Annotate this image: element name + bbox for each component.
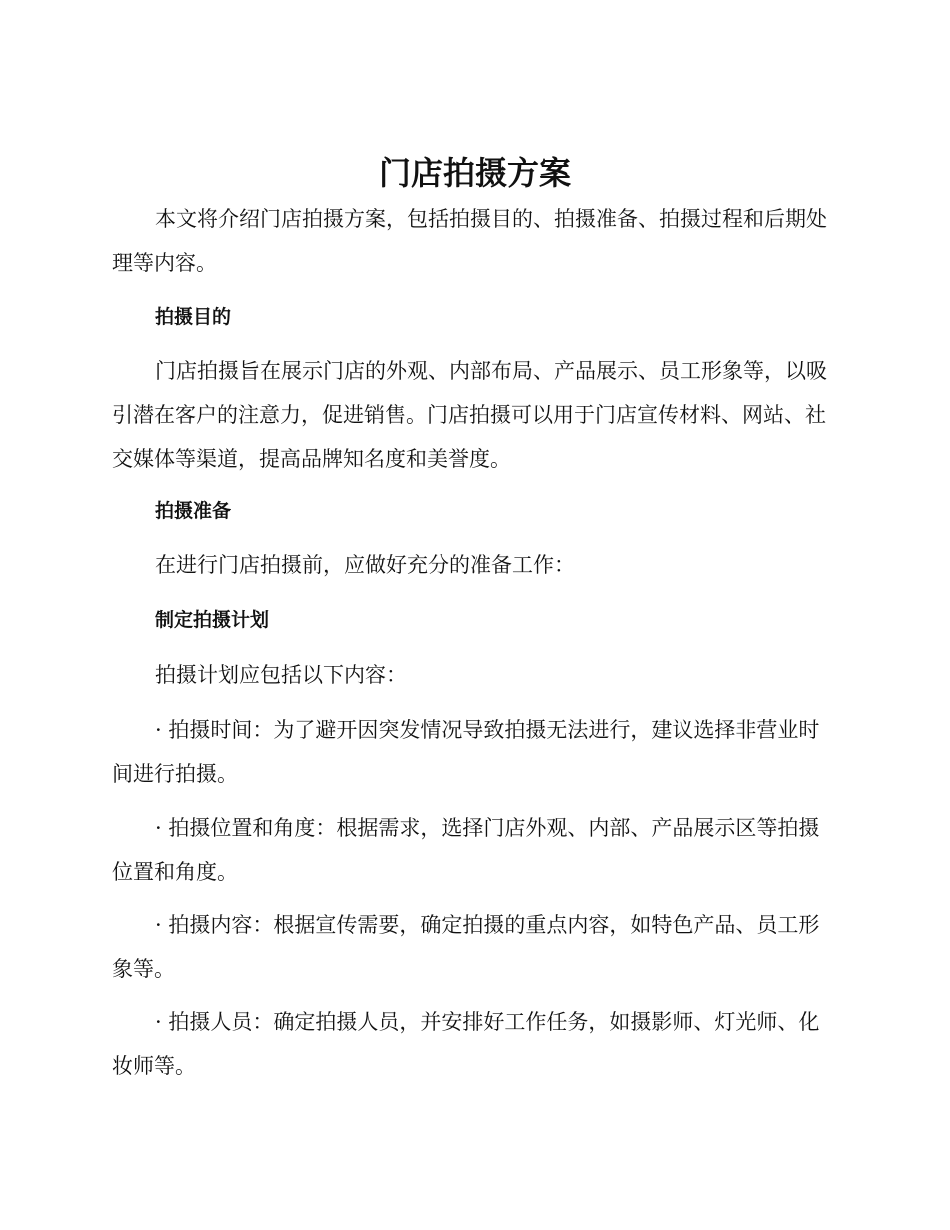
plan-paragraph: 拍摄计划应包括以下内容： [155,663,407,687]
list-item: · 拍摄内容：根据宣传需要，确定拍摄的重点内容，如特色产品、员工形象等。 [112,913,820,981]
list-item: · 拍摄时间：为了避开因突发情况导致拍摄无法进行，建议选择非营业时间进行拍摄。 [112,718,820,786]
list-item: · 拍摄位置和角度：根据需求，选择门店外观、内部、产品展示区等拍摄位置和角度。 [112,816,820,884]
intro-paragraph: 本文将介绍门店拍摄方案，包括拍摄目的、拍摄准备、拍摄过程和后期处理等内容。 [112,207,827,275]
purpose-paragraph: 门店拍摄旨在展示门店的外观、内部布局、产品展示、员工形象等，以吸引潜在客户的注意力，促进销售。门店拍摄可以用于门店宣传材料、网站、社交媒体等渠道，提高品牌知名度和美誉度。 [112,359,827,471]
section-heading-preparation: 拍摄准备 [155,500,232,522]
document-title: 门店拍摄方案 [378,154,571,192]
list-item: · 拍摄人员：确定拍摄人员，并安排好工作任务，如摄影师、灯光师、化妆师等。 [112,1010,820,1078]
subsection-heading-plan: 制定拍摄计划 [155,609,270,631]
section-heading-purpose: 拍摄目的 [155,306,232,328]
preparation-paragraph: 在进行门店拍摄前，应做好充分的准备工作： [155,553,575,577]
